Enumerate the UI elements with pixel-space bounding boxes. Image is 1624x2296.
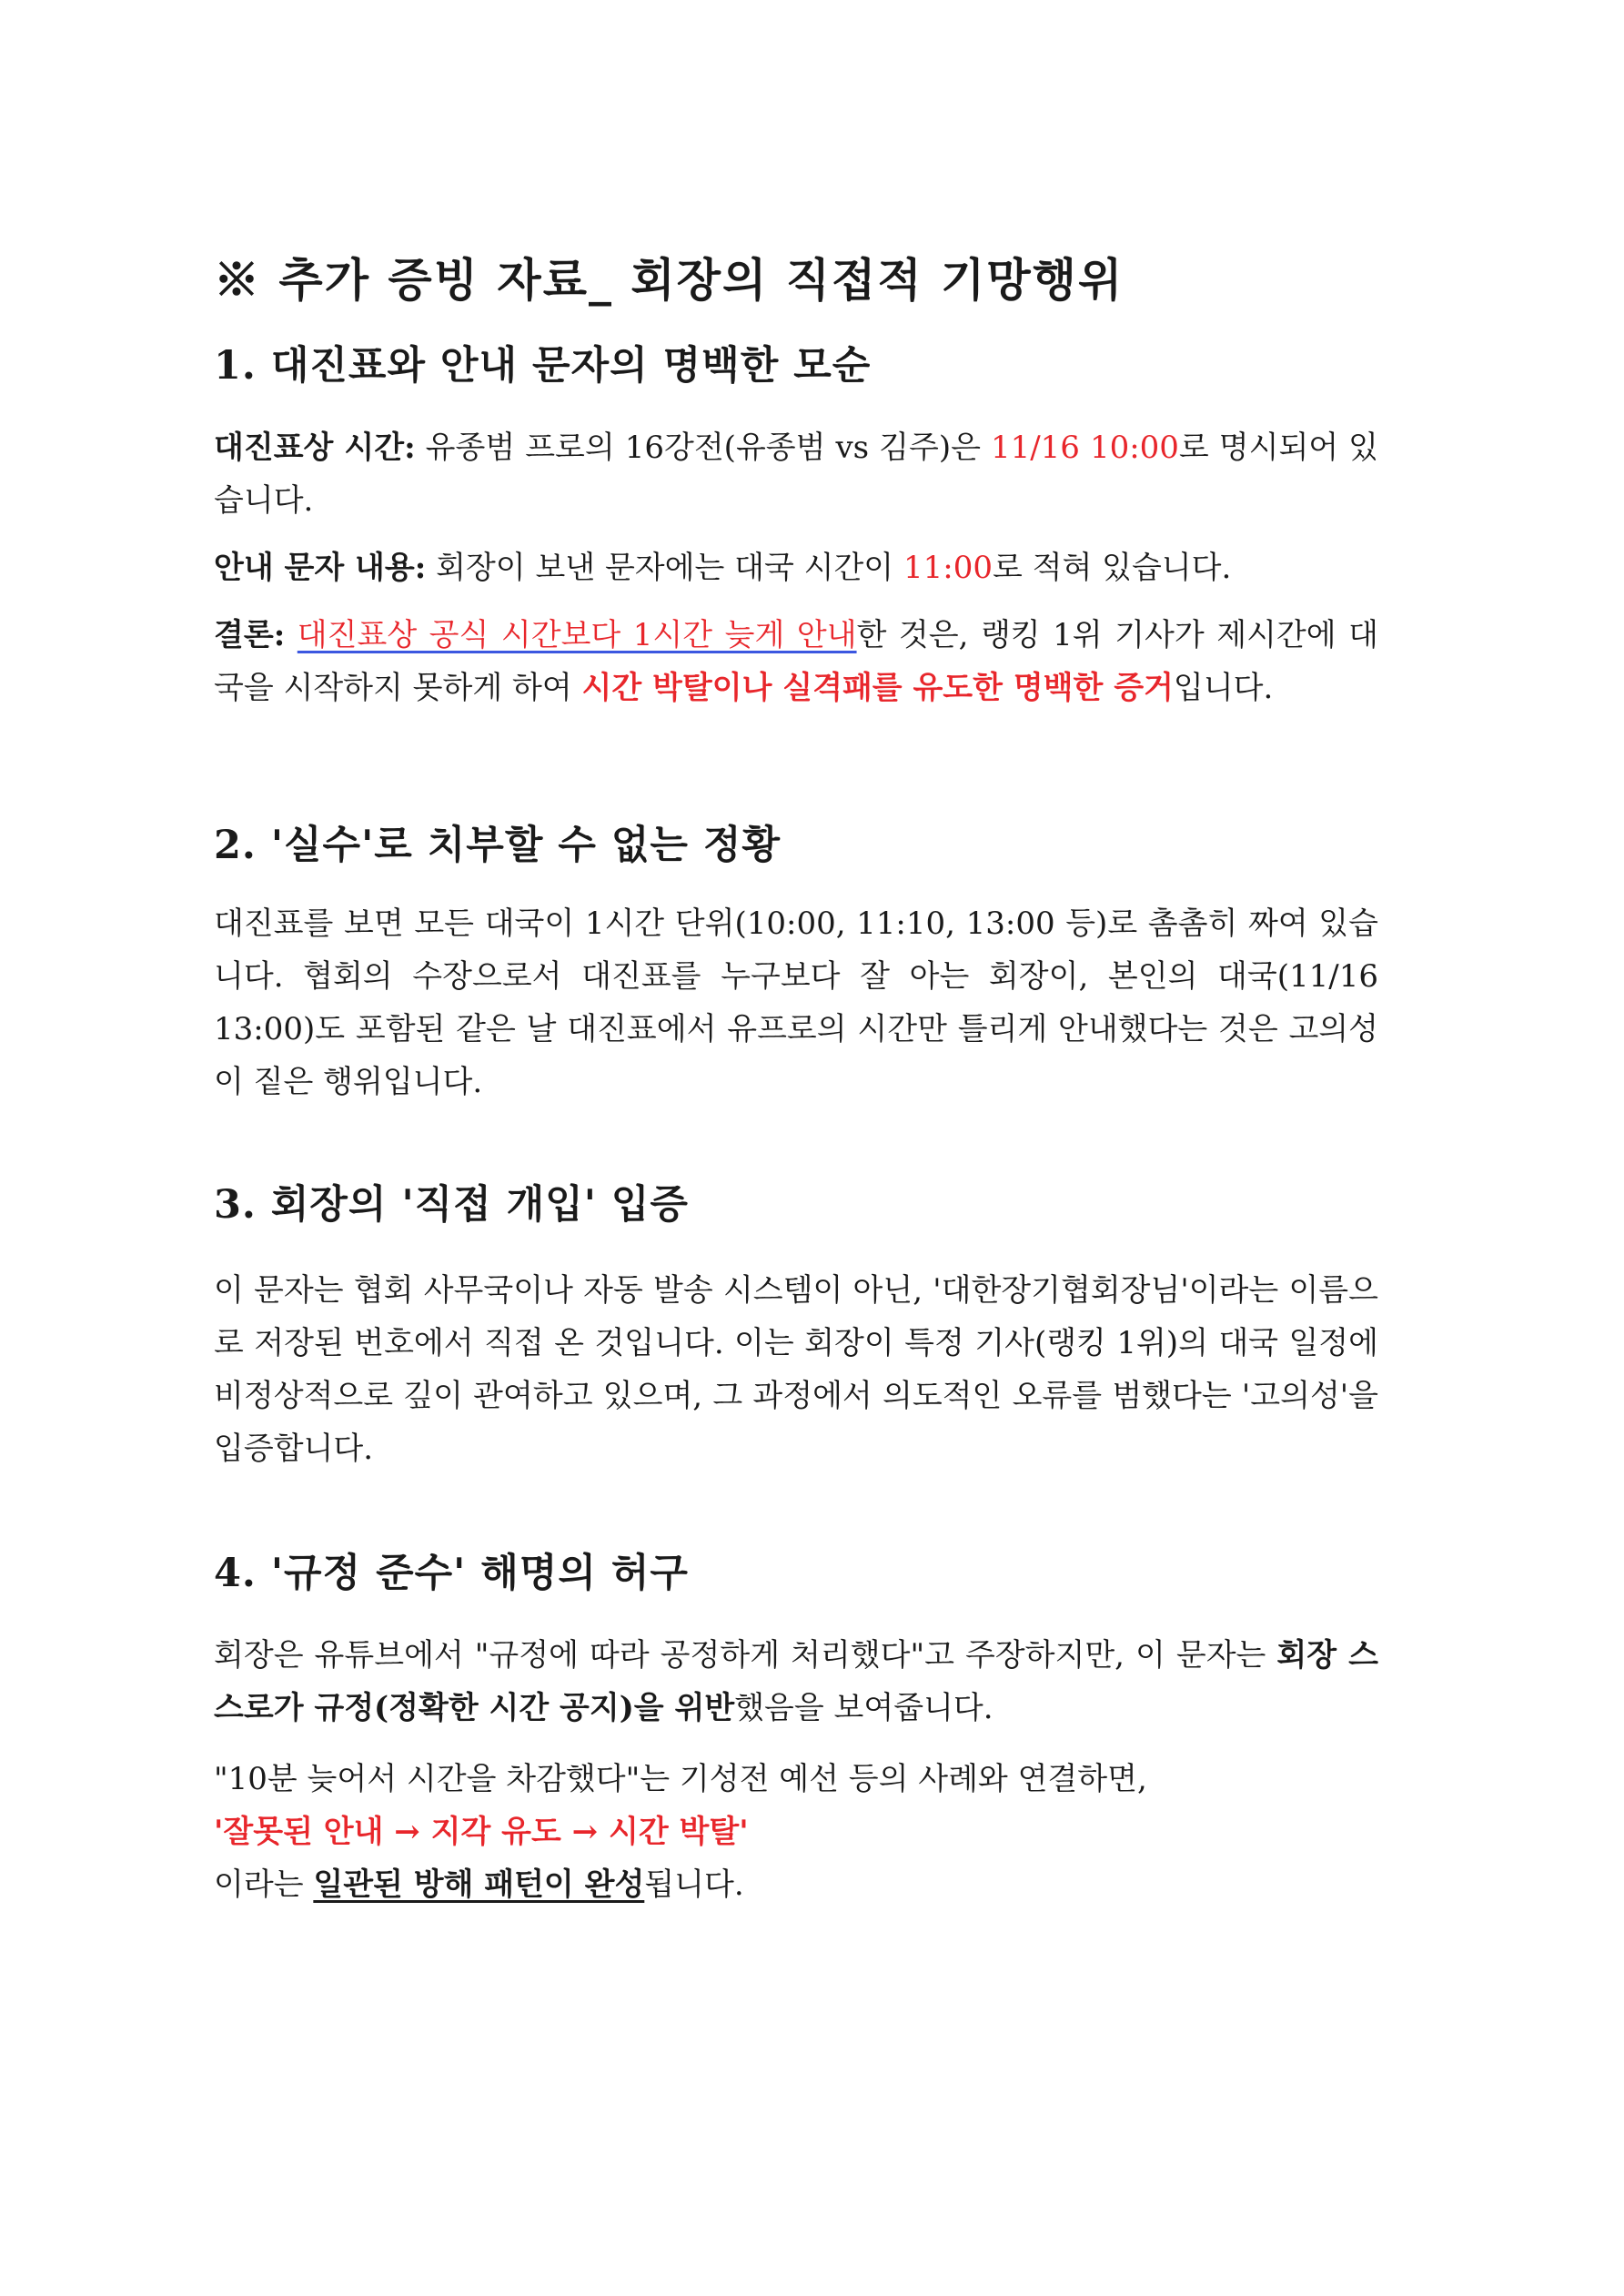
text: 유종범 프로의 16강전(유종범 vs 김주)은 <box>415 430 991 466</box>
rule-violation-highlight: 회장 스스로가 규정(정확한 시간 공지)을 위반 <box>214 1637 1379 1726</box>
section-4-paragraph-2: "10분 늦어서 시간을 차감했다"는 기성전 예선 등의 사례와 연결하면, <box>214 1761 1147 1797</box>
section-4-heading: 4. '규정 준수' 해명의 허구 <box>214 1551 689 1596</box>
text: 로 명시되어 있습니다. <box>214 430 1378 519</box>
section-4-paragraph-1 <box>214 1629 1378 1735</box>
section-1-heading: 1. 대진표와 안내 문자의 명백한 모순 <box>214 343 872 389</box>
late-notice-highlight: 대진표상 공식 시간보다 1시간 늦게 안내 <box>297 617 857 653</box>
section-1-paragraph-3 <box>214 609 1378 714</box>
conclusion-label: 결론: <box>214 617 286 653</box>
text: 회장이 보낸 문자에는 대국 시간이 <box>426 550 903 586</box>
section-3 <box>214 1174 1378 1475</box>
section-3-heading: 3. 회장의 '직접 개입' 입증 <box>214 1182 689 1228</box>
section-4-paragraph-4 <box>214 1858 1378 1911</box>
section-2-paragraph-1: 대진표를 보면 모든 대국이 1시간 단위(10:00, 11:10, 13:00 등)로 촘촘히 짜여 있습니다. 협회의 수장으로서 대진표를 누구보다 잘 아는 회장이, 본인의 대국(11/16 13:00)도 포함된 같은 날 대진표에서 유프로의 시간만 틀리게 안내했다는 것은 고의성이 짙은 행위입니다. <box>214 905 1378 1100</box>
message-time-highlight: 11:00 <box>903 550 993 586</box>
text: 한 것은, 랭킹 1위 기사가 제시간에 대국을 시작하지 못하게 하여 <box>214 617 1378 706</box>
section-1-paragraph-2 <box>214 541 1378 594</box>
document-title: ※ 추가 증빙 자료_ 회장의 직접적 기망행위 <box>214 253 1125 307</box>
message-content-label: 안내 문자 내용: <box>214 550 427 586</box>
obstruction-pattern-highlight: 일관된 방해 패턴이 완성 <box>313 1866 645 1903</box>
text: 로 적혀 있습니다. <box>992 550 1232 586</box>
evidence-highlight: 시간 박탈이나 실격패를 유도한 명백한 증거 <box>581 670 1174 706</box>
section-3-paragraph-1: 이 문자는 협회 사무국이나 자동 발송 시스템이 아닌, '대한장기협회장님'이라는 이름으로 저장된 번호에서 직접 온 것입니다. 이는 회장이 특정 기사(랭킹 1위)의 대국 일정에 비정상적으로 깊이 관여하고 있으며, 그 과정에서 의도적인 오류를 범했다는 '고의성'을 입증합니다. <box>214 1272 1378 1467</box>
text: 회장은 유튜브에서 "규정에 따라 공정하게 처리했다"고 주장하지만, 이 문자는 <box>214 1637 1277 1674</box>
section-1 <box>214 335 1378 714</box>
section-2-heading: 2. '실수'로 치부할 수 없는 정황 <box>214 823 781 868</box>
section-1-paragraph-1 <box>214 421 1378 527</box>
bracket-time-label: 대진표상 시간: <box>214 430 416 466</box>
section-4 <box>214 1542 1378 1911</box>
text: 했음을 보여줍니다. <box>734 1690 994 1726</box>
section-4-pattern-line <box>214 1805 1378 1858</box>
official-time-highlight: 11/16 10:00 <box>990 430 1179 466</box>
pattern-highlight: '잘못된 안내 → 지각 유도 → 시간 박탈' <box>214 1814 749 1850</box>
text: 됩니다. <box>644 1866 744 1903</box>
text: 입니다. <box>1173 670 1274 706</box>
text: 이라는 <box>214 1866 314 1903</box>
section-2 <box>214 814 1378 1108</box>
